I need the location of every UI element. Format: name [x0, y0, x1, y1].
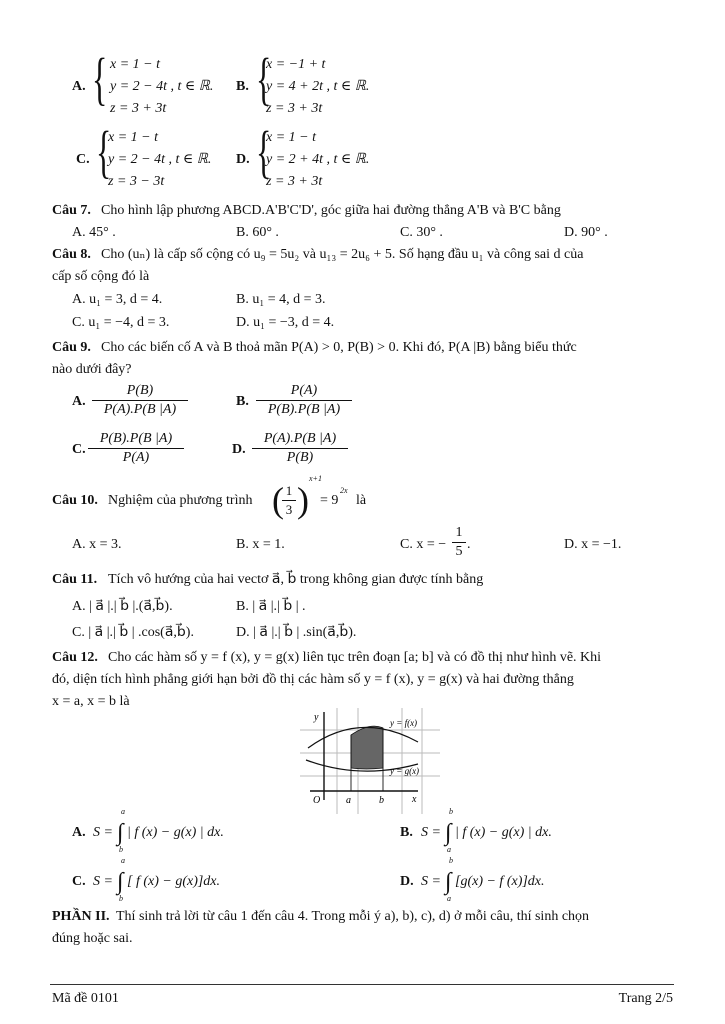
question-number: Câu 7.	[52, 203, 91, 218]
q7-option-d: D. 90° .	[564, 225, 608, 240]
question-text: nào dưới đây?	[52, 362, 132, 377]
shaded-region	[351, 726, 383, 769]
question-number: Câu 12.	[52, 650, 98, 665]
question-text: Tích vô hướng của hai vectơ a⃗, b⃗ trong không gian được tính bằng	[108, 572, 484, 587]
q10-base-fraction: $\frac{1}{3}$	[282, 482, 296, 519]
integral-icon: ∫	[445, 869, 452, 895]
section-text: đúng hoặc sai.	[52, 931, 133, 946]
footer-divider	[50, 984, 674, 985]
q9-option-c-fraction: $\frac{P(B).P(B |A)}{P(A)}$	[88, 430, 184, 467]
q9-option-b-fraction: $\frac{P(A)}{P(B).P(B |A)}$	[256, 382, 352, 419]
brace-icon: {	[92, 46, 108, 111]
q11-option-a: A. | a⃗ |.| b⃗ |.(a⃗,b⃗).	[72, 599, 173, 614]
option-label: C.	[76, 152, 90, 167]
question-number: Câu 11.	[52, 572, 98, 587]
q9-option-d-fraction: $\frac{P(A).P(B |A)}{P(B)}$	[252, 430, 348, 467]
q7-option-a: A. 45° .	[72, 225, 116, 240]
q10-option-c: C. x = −	[400, 537, 447, 552]
question-text: Cho các biến cố A và B thoả mãn P(A) > 0, P(B) > 0. Khi đó, P(A |B) bằng biểu thức	[101, 340, 577, 355]
option-label: D.	[232, 442, 246, 457]
exam-code: Mã đề 0101	[52, 991, 119, 1006]
question-text: x = a, x = b là	[52, 694, 130, 709]
q10-option-d: D. x = −1.	[564, 537, 622, 552]
paren-open-icon: (	[272, 480, 284, 520]
question-number: Câu 8.	[52, 247, 91, 262]
question-text: Nghiệm của phương trình	[108, 493, 253, 508]
section-title: PHẦN II.	[52, 909, 110, 924]
q11-option-d: D. | a⃗ |.| b⃗ | .sin(a⃗,b⃗).	[236, 625, 357, 640]
a-label: a	[346, 795, 351, 806]
g-label: y = g(x)	[390, 766, 420, 776]
x-axis-label: x	[412, 794, 417, 805]
q8-option-c: C. u₁ = −4, d = 3.	[72, 315, 170, 330]
option-label: B.	[236, 79, 249, 94]
integral-icon: ∫	[117, 820, 124, 846]
brace-icon: {	[96, 119, 112, 184]
question-number: Câu 9.	[52, 340, 91, 355]
page-number: Trang 2/5	[618, 991, 673, 1006]
integral-icon: ∫	[117, 869, 124, 895]
option-label: D.	[236, 152, 250, 167]
paren-close-icon: )	[297, 480, 309, 520]
function-graph	[300, 708, 440, 814]
option-label: C.	[72, 442, 86, 457]
q10-option-a: A. x = 3.	[72, 537, 122, 552]
brace-icon: {	[256, 46, 272, 111]
question-text: đó, diện tích hình phẳng giới hạn bởi đồ thị các hàm số y = f (x), y = g(x) và hai đường thẳng	[52, 672, 574, 687]
option-label: B.	[236, 394, 249, 409]
q9-option-a-fraction: $\frac{P(B)}{P(A).P(B |A)}$	[92, 382, 188, 419]
q11-option-b: B. | a⃗ |.| b⃗ | .	[236, 599, 306, 614]
question-text: Cho các hàm số y = f (x), y = g(x) liên tục trên đoạn [a; b] và có đồ thị như hình vẽ. Khi	[108, 650, 602, 665]
brace-icon: {	[256, 119, 272, 184]
question-text: cấp số cộng đó là	[52, 269, 150, 284]
q10-option-b: B. x = 1.	[236, 537, 285, 552]
integral-icon: ∫	[445, 820, 452, 846]
b-label: b	[379, 795, 384, 806]
question-text: Cho (uₙ) là cấp số cộng có u₉ = 5u₂ và u₁₃ = 2u₆ + 5. Số hạng đầu u₁ và công sai d của	[101, 247, 584, 262]
f-label: y = f(x)	[390, 718, 418, 728]
option-label: A.	[72, 394, 86, 409]
q10-option-c-fraction: $\frac{1}{5}$	[452, 524, 466, 561]
question-text: Cho hình lập phương ABCD.A'B'C'D', góc giữa hai đường thẳng A'B và B'C bằng	[101, 203, 561, 218]
q7-option-c: C. 30° .	[400, 225, 443, 240]
section-text: Thí sinh trả lời từ câu 1 đến câu 4. Trong mỗi ý a), b), c), d) ở mỗi câu, thí sinh chọn	[116, 909, 590, 924]
origin-label: O	[313, 795, 321, 806]
y-axis-label: y	[314, 712, 319, 723]
q8-option-d: D. u₁ = −3, d = 4.	[236, 315, 335, 330]
q7-option-b: B. 60° .	[236, 225, 279, 240]
q11-option-c: C. | a⃗ |.| b⃗ | .cos(a⃗,b⃗).	[72, 625, 194, 640]
question-number: Câu 10.	[52, 493, 98, 508]
option-label: A.	[72, 79, 86, 94]
q8-option-a: A. u₁ = 3, d = 4.	[72, 292, 163, 307]
q8-option-b: B. u₁ = 4, d = 3.	[236, 292, 326, 307]
